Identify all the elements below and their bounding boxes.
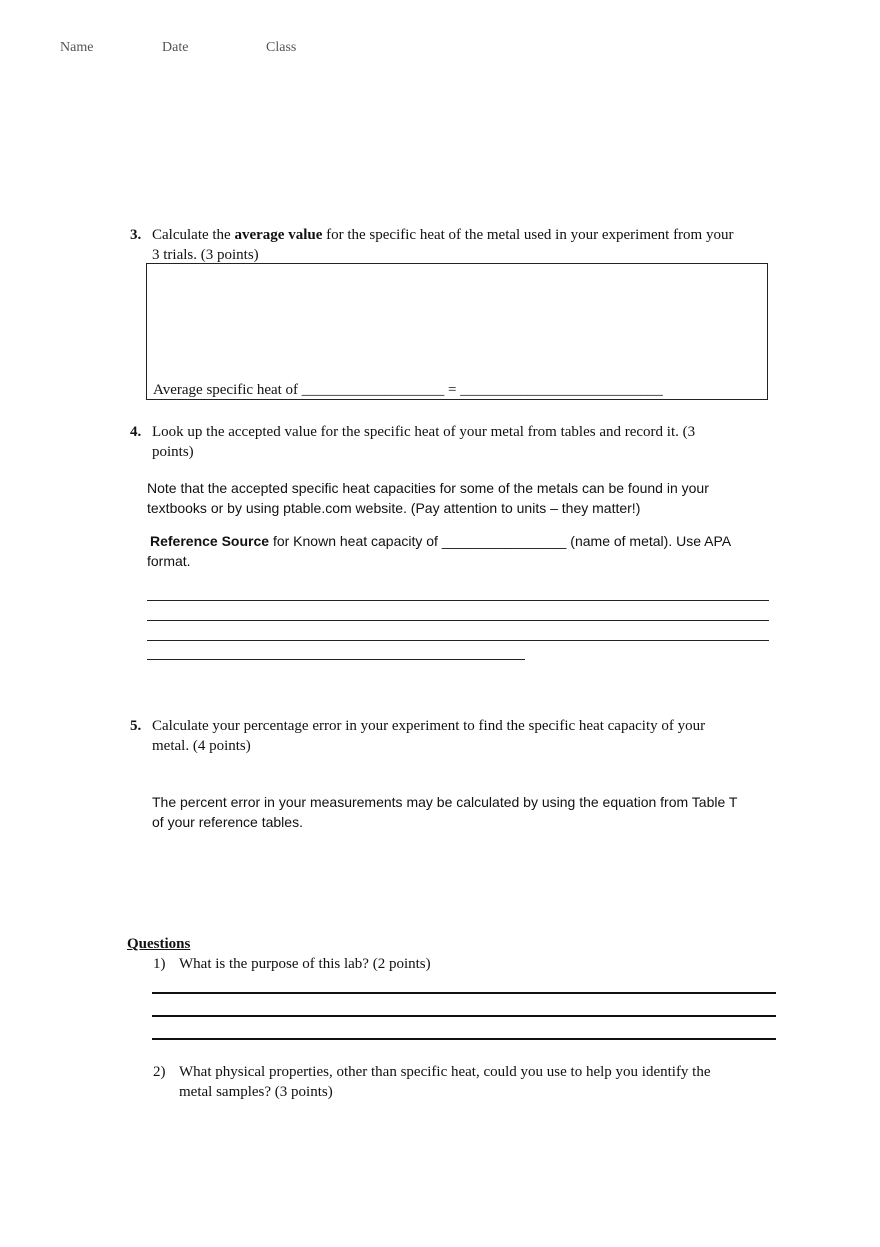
q4-text-line2: points) (152, 444, 194, 460)
reference-line-3[interactable] (147, 640, 769, 641)
question-2-number: 2) (153, 1064, 166, 1080)
q3-text-line2: 3 trials. (3 points) (152, 247, 259, 263)
q5-text: Calculate your percentage error in your experiment to find the specific heat capacity of your (152, 718, 706, 734)
q4-reference-format: format. (147, 553, 191, 569)
reference-line-1[interactable] (147, 600, 769, 601)
q5-number: 5. (130, 718, 142, 734)
q5-text-line2: metal. (4 points) (152, 738, 251, 754)
questions-heading: Questions (127, 936, 191, 952)
question-2-text-line2: metal samples? (3 points) (179, 1084, 333, 1100)
name-label: Name (60, 40, 94, 55)
answer-line-1[interactable] (152, 992, 776, 994)
answer-line-2[interactable] (152, 1015, 776, 1017)
date-label: Date (162, 40, 189, 55)
question-1-text: What is the purpose of this lab? (2 points) (179, 956, 431, 972)
q4-note: Note that the accepted specific heat capacities for some of the metals can be found in your (147, 480, 709, 496)
question-2-text: What physical properties, other than specific heat, could you use to help you identify the (179, 1064, 711, 1080)
q3-text: Calculate the average value for the specific heat of the metal used in your experiment from your (152, 227, 734, 243)
q3-answer-label: Average specific heat of ___________________ = ___________________________ (153, 382, 663, 398)
reference-line-4[interactable] (147, 659, 525, 660)
answer-line-3[interactable] (152, 1038, 776, 1040)
question-1-number: 1) (153, 956, 166, 972)
q4-text: Look up the accepted value for the specific heat of your metal from tables and record it. (3 (152, 424, 696, 440)
reference-line-2[interactable] (147, 620, 769, 621)
q5-note-line2: of your reference tables. (152, 814, 303, 830)
q3-number: 3. (130, 227, 142, 243)
q4-note-line2: textbooks or by using ptable.com website. (Pay attention to units – they matter!) (147, 500, 641, 516)
q4-number: 4. (130, 424, 142, 440)
class-label: Class (266, 40, 297, 55)
q4-reference-source: Reference Source for Known heat capacity of ________________ (name of metal). Use APA (150, 533, 732, 549)
q5-note: The percent error in your measurements may be calculated by using the equation from Table T (152, 794, 738, 810)
